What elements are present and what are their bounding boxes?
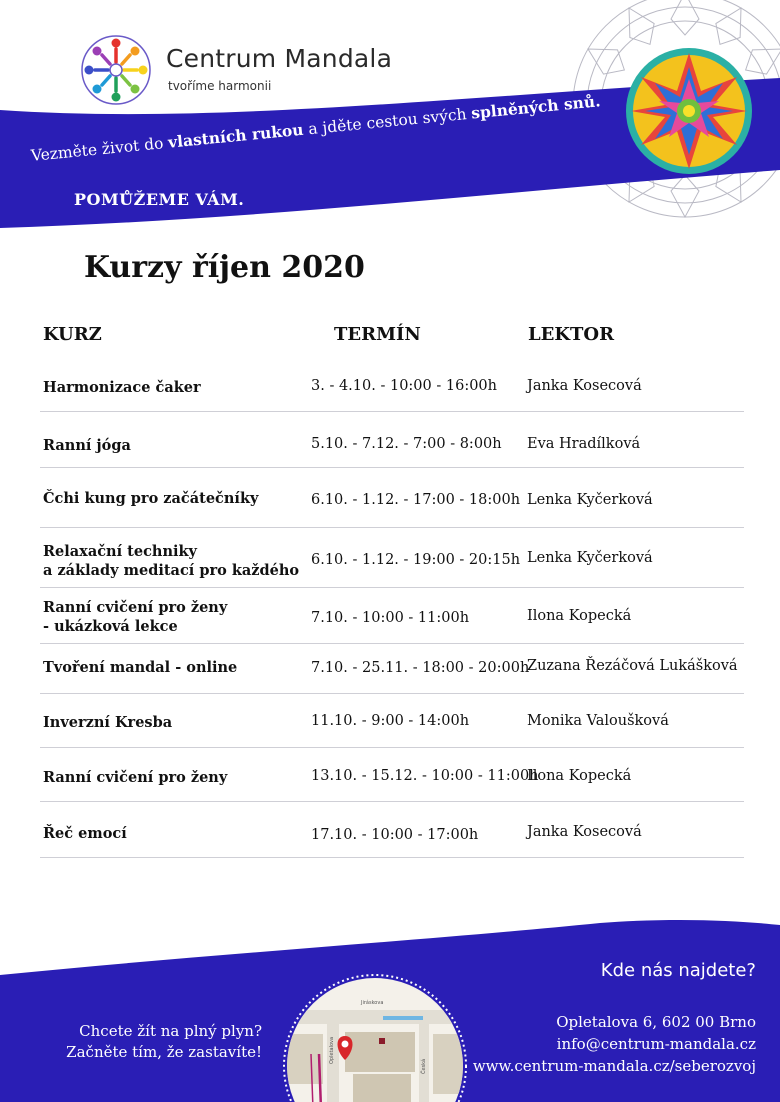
course-name: Harmonizace čaker: [43, 379, 201, 396]
course-lector: Janka Kosecová: [527, 824, 642, 840]
course-term: 3. - 4.10. - 10:00 - 16:00h: [311, 378, 497, 394]
brand-name: Centrum Mandala: [166, 44, 393, 73]
footer-motto-line-2: Začněte tím, že zastavíte!: [66, 1043, 262, 1061]
course-name: Řeč emocí: [43, 825, 127, 842]
course-term: 7.10. - 25.11. - 18:00 - 20:00h: [311, 660, 530, 676]
course-term: 13.10. - 15.12. - 10:00 - 11:00h: [311, 768, 539, 784]
course-name: [43, 542, 299, 580]
course-name: Ranní jóga: [43, 437, 131, 454]
header-term: TERMÍN: [334, 324, 421, 345]
table-row: [40, 412, 744, 468]
footer-website[interactable]: www.centrum-mandala.cz/seberozvoj: [472, 1057, 756, 1075]
course-name: Ranní cvičení pro ženy: [43, 769, 228, 786]
course-term: 17.10. - 10:00 - 17:00h: [311, 827, 479, 843]
slogan-bold-2: splněných snů.: [470, 91, 602, 123]
footer-email[interactable]: info@centrum-mandala.cz: [556, 1035, 756, 1053]
course-name-line-2: - ukázková lekce: [43, 618, 178, 635]
page-title: Kurzy říjen 2020: [84, 250, 365, 285]
slogan-line-2: POMŮŽEME VÁM.: [74, 190, 245, 209]
course-name: Čchi kung pro začátečníky: [43, 490, 259, 507]
course-term: 5.10. - 7.12. - 7:00 - 8:00h: [311, 436, 502, 452]
brand-tagline: tvoříme harmonii: [168, 79, 272, 93]
course-lector: Zuzana Řezáčová Lukášková: [527, 658, 738, 674]
table-row: [40, 370, 744, 412]
footer-address: Opletalova 6, 602 00 Brno: [556, 1013, 756, 1031]
slogan-text-1: Vezměte život do: [30, 133, 170, 165]
course-name-line-1: Relaxační techniky: [43, 543, 197, 560]
table-row: [40, 528, 744, 588]
course-term: 6.10. - 1.12. - 19:00 - 20:15h: [311, 552, 521, 568]
footer-contact: [473, 1011, 756, 1077]
header-course: KURZ: [43, 324, 102, 345]
slogan-bold-1: vlastních rukou: [167, 119, 305, 152]
footer-motto-line-1: Chcete žít na plný plyn?: [79, 1022, 262, 1040]
table-row: [40, 588, 744, 644]
course-lector: Lenka Kyčerková: [527, 492, 653, 508]
table-row: [40, 644, 744, 694]
map-street-left: Opletalova: [329, 1036, 335, 1064]
map-street-right: Česká: [421, 1058, 427, 1074]
course-lector: Ilona Kopecká: [527, 608, 632, 624]
table-row: [40, 694, 744, 748]
slogan-text-2: a jděte cestou svých: [302, 104, 473, 139]
course-term: 11.10. - 9:00 - 14:00h: [311, 713, 470, 729]
course-name-line-1: Ranní cvičení pro ženy: [43, 599, 228, 616]
course-term: 6.10. - 1.12. - 17:00 - 18:00h: [311, 492, 521, 508]
footer-where-title: Kde nás najdete?: [600, 960, 756, 981]
course-name: Inverzní Kresba: [43, 714, 173, 731]
course-term: 7.10. - 10:00 - 11:00h: [311, 610, 470, 626]
course-name: Tvoření mandal - online: [43, 659, 238, 676]
table-row: [40, 468, 744, 528]
course-lector: Janka Kosecová: [527, 378, 642, 394]
footer-motto: [40, 1021, 262, 1063]
table-row: [40, 748, 744, 802]
table-row: [40, 802, 744, 858]
location-map: [283, 974, 467, 1102]
course-lector: Ilona Kopecká: [527, 768, 632, 784]
course-lector: Monika Valoušková: [527, 713, 669, 729]
course-lector: Eva Hradílková: [527, 436, 641, 452]
header-lector: LEKTOR: [528, 324, 615, 345]
map-street-top: Jiráskova: [361, 1000, 384, 1006]
color-mandala-icon: [624, 46, 754, 176]
course-lector: Lenka Kyčerková: [527, 550, 653, 566]
course-name-line-2: a základy meditací pro každého: [43, 562, 300, 579]
course-name: [43, 598, 227, 636]
